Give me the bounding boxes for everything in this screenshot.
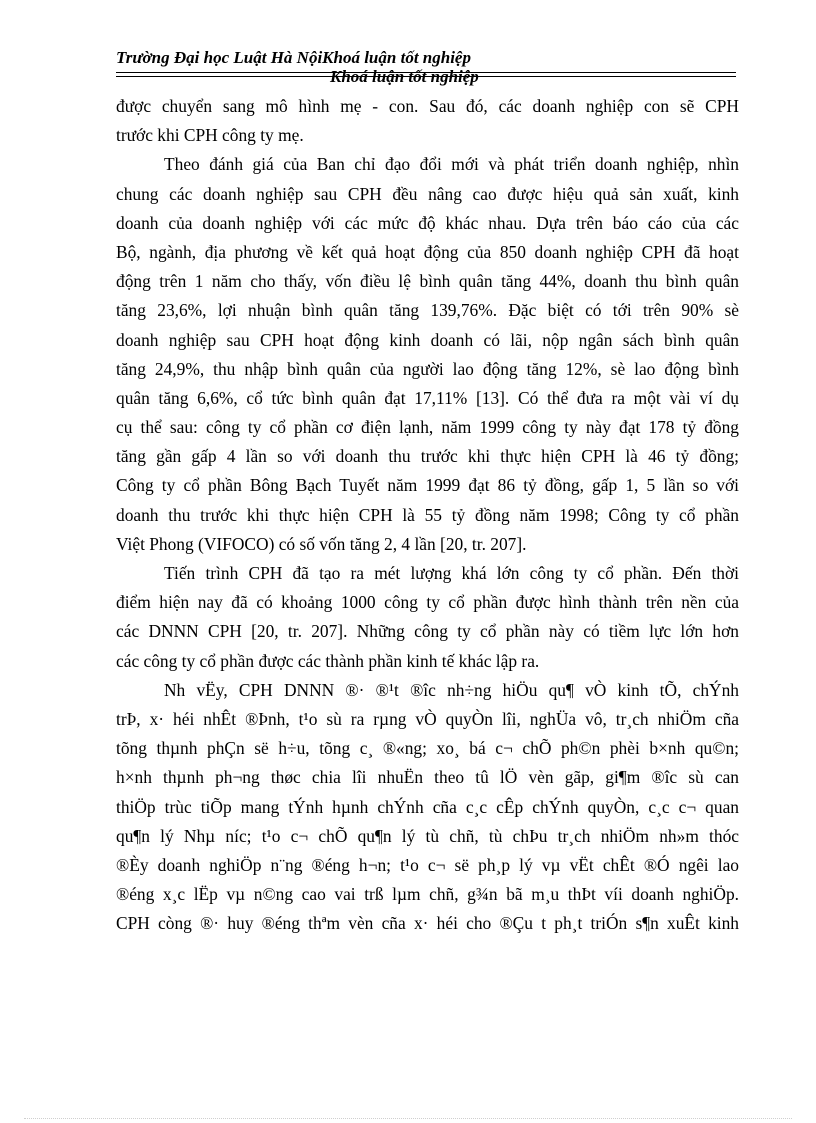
header-rule-bottom — [116, 76, 736, 77]
text-line: trước khi CPH công ty mẹ. — [116, 125, 304, 146]
paragraph-first-line: Theo đánh giá của Ban chỉ đạo đổi mới và phát triển doanh nghiệp, nhìn — [164, 154, 739, 175]
text-line: chung các doanh nghiệp sau CPH đều nâng cao được hiệu quả sản xuất, kinh — [116, 183, 739, 204]
paragraph-first-line: Tiến trình CPH đã tạo ra mét lượng khá lớn công ty cổ phần. Đến thời — [164, 563, 739, 583]
text-line: doanh thu trước khi thực hiện CPH là 55 tỷ đồng năm 1998; Công ty cổ phần — [116, 504, 739, 525]
text-line: động trên 1 năm cho thấy, vốn điều lệ bình quân tăng 44%, doanh thu bình quân — [116, 271, 739, 292]
text-line: CPH còng ®· huy ®éng thªm vèn cña x· héi cho ®Çu t ph¸t triÓn s¶n xuÊt kinh — [116, 913, 739, 934]
paragraph-first-line: Nh vËy, CPH DNNN ®· ®¹t ®îc nh÷ng hiÖu qu¶ vÒ kinh tÕ, chÝnh — [164, 679, 739, 700]
text-line: ®éng x¸c lËp vµ n©ng cao vai trß lµm chñ, g¾n bã m¸u thÞt víi doanh nghiÖp. — [116, 884, 739, 905]
text-line: doanh của doanh nghiệp với các mức độ khác nhau. Dựa trên báo cáo của các — [116, 212, 739, 233]
text-line: các DNNN CPH [20, tr. 207]. Những công ty cổ phần này có tiềm lực lớn hơn — [116, 621, 739, 642]
text-line: được chuyển sang mô hình mẹ - con. Sau đó, các doanh nghiệp con sẽ CPH — [116, 96, 739, 116]
text-line: thiÖp trùc tiÕp mang tÝnh hµnh chÝnh cña c¸c cÊp chÝnh quyÒn, c¸c c¬ quan — [116, 796, 739, 817]
page-bottom-border — [24, 1118, 792, 1119]
text-line: Việt Phong (VIFOCO) có số vốn tăng 2, 4 lần [20, tr. 207]. — [116, 533, 527, 554]
page-header — [116, 48, 736, 86]
text-line: Bộ, ngành, địa phương về kết quả hoạt động của 850 doanh nghiệp CPH đã hoạt — [116, 241, 739, 262]
text-line: tăng 24,9%, thu nhập bình quân của người lao động tăng 12%, sè lao động bình — [116, 358, 739, 379]
text-line: tăng gần gấp 4 lần so với doanh thu trước khi thực hiện CPH là 46 tỷ đồng; — [116, 446, 739, 467]
body-text — [116, 92, 739, 938]
text-line: ®Èy doanh nghiÖp n¨ng ®éng h¬n; t¹o c¬ së ph¸p lý vµ vËt chÊt ®Ó ngêi lao — [116, 854, 739, 875]
text-line: tăng 23,6%, lợi nhuận bình quân tăng 139,76%. Đặc biệt có tới trên 90% sè — [116, 300, 739, 321]
header-school-title: Trường Đại học Luật Hà NộiKhoá luận tốt nghiệp — [116, 48, 471, 67]
text-line: tõng thµnh phÇn së h÷u, tõng c¸ ®«ng; xo¸ bá c¬ chÕ ph©n phèi b×nh qu©n; — [116, 738, 739, 759]
text-line: cụ thể sau: công ty cổ phần cơ điện lạnh, năm 1999 công ty này đạt 178 tỷ đồng — [116, 417, 739, 438]
text-line: các công ty cổ phần được các thành phần kinh tế khác lập ra. — [116, 650, 540, 671]
header-rule-top — [116, 72, 736, 73]
text-line: quân tăng 6,6%, cổ tức bình quân đạt 17,11% [13]. Có thể đưa ra một vài ví dụ — [116, 387, 739, 408]
text-line: doanh nghiệp sau CPH hoạt động kinh doanh có lãi, nộp ngân sách bình quân — [116, 329, 739, 350]
header-thesis-title: Khoá luận tốt nghiệp — [330, 67, 479, 86]
text-line: h×nh thµnh ph¬ng thøc chia lîi nhuËn theo tû lÖ vèn gãp, gi¶m ®îc sù can — [116, 767, 739, 788]
text-line: Công ty cổ phần Bông Bạch Tuyết năm 1999 đạt 86 tỷ đồng, gấp 1, 5 lần so với — [116, 475, 739, 496]
text-line: trÞ, x· héi nhÊt ®Þnh, t¹o sù ra rµng vÒ quyÒn lîi, nghÜa vô, tr¸ch nhiÖm cña — [116, 708, 739, 729]
text-line: qu¶n lý Nhµ níc; t¹o c¬ chÕ qu¶n lý tù chñ, tù chÞu tr¸ch nhiÖm nh»m thóc — [116, 825, 739, 846]
text-line: điểm hiện nay đã có khoảng 1000 công ty cổ phần được hình thành trên nền của — [116, 592, 739, 613]
